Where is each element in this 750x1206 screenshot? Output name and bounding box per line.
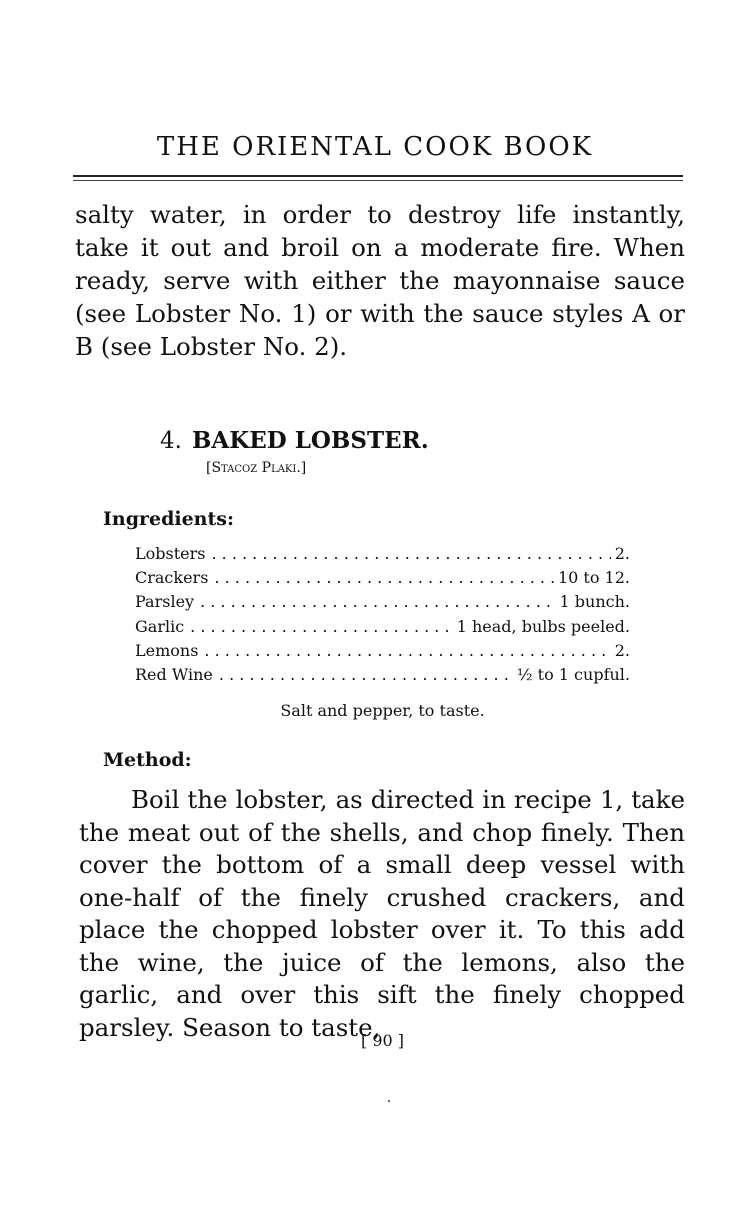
method-label: Method: <box>103 749 192 771</box>
ingredient-quantity: ½ to 1 cupful. <box>517 664 630 684</box>
ingredient-quantity: 2. <box>614 544 630 563</box>
ingredient-row <box>135 566 630 590</box>
recipe-number: 4. <box>160 428 182 454</box>
seasoning-note: Salt and pepper, to taste. <box>280 701 485 720</box>
ingredient-quantity: 1 bunch. <box>559 592 630 612</box>
ingredients-list <box>135 542 630 687</box>
ingredient-row <box>135 590 630 614</box>
leader-dots <box>211 542 610 566</box>
leader-dots <box>214 566 554 590</box>
print-speck <box>388 1100 390 1102</box>
leader-dots <box>204 639 610 663</box>
ingredient-quantity: 2. <box>614 640 630 660</box>
ingredients-label: Ingredients: <box>103 508 234 530</box>
ingredient-quantity: 1 head, bulbs peeled. <box>456 616 630 636</box>
page-number: [ 90 ] <box>360 1031 404 1050</box>
ingredient-name: Red Wine <box>135 664 213 684</box>
leader-dots <box>219 663 513 687</box>
leader-dots <box>190 615 453 639</box>
recipe-title: BAKED LOBSTER. <box>191 427 429 454</box>
ingredient-row <box>135 542 630 566</box>
ingredient-name: Garlic <box>135 616 185 636</box>
leader-dots <box>200 590 555 614</box>
method-paragraph <box>79 784 685 1044</box>
ingredient-name: Lemons <box>135 640 199 660</box>
recipe-subtitle: [Stacoz Plaki.] <box>206 460 307 476</box>
ingredient-row <box>135 639 630 663</box>
ingredient-name: Crackers <box>135 568 209 588</box>
recipe-heading <box>160 426 429 456</box>
ingredient-name: Lobsters <box>135 544 206 563</box>
ingredient-name: Parsley <box>135 592 195 612</box>
header-rule-thin <box>73 180 683 181</box>
running-header: THE ORIENTAL COOK BOOK <box>156 132 594 162</box>
ingredient-row <box>135 663 630 687</box>
ingredient-row <box>135 615 630 639</box>
header-rule <box>73 175 683 177</box>
ingredient-quantity: 10 to 12. <box>557 568 630 588</box>
method-text: Boil the lobster, as directed in recipe 1, take the meat out of the shells, and chop finely. Then cover the bottom of a small deep vessel with one-half of the finely crushed crackers, and place the chopped lobster over it. To this add the wine, the juice of the lemons, also the garlic, and over this sift the finely chopped parsley. Season to taste, <box>79 785 685 1042</box>
intro-paragraph: salty water, in order to destroy life instantly, take it out and broil on a moderate fire. When ready, serve with either the mayonnaise sauce (see Lobster No. 1) or with the sauce styles A or B (see Lobster No. 2). <box>75 200 685 361</box>
